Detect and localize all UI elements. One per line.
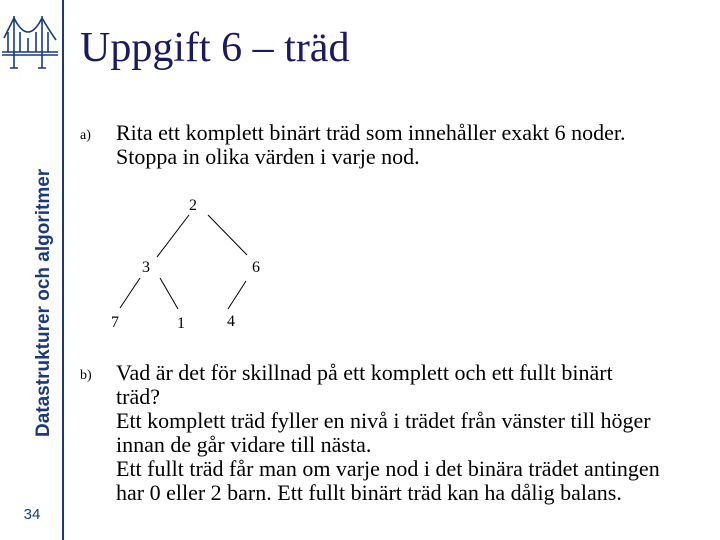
part-a-line: Stoppa in olika värden i varje nod.: [116, 144, 420, 169]
slide-title: Uppgift 6 – träd: [80, 25, 350, 71]
course-title: Datastrukturer och algoritmer: [33, 168, 54, 437]
tree-node: 3: [142, 259, 150, 276]
part-a-text: [116, 121, 626, 169]
part-a-marker: a): [80, 128, 91, 143]
tree-node: 2: [189, 197, 197, 214]
part-b-marker: b): [80, 368, 92, 383]
tree-node: 6: [252, 259, 260, 276]
part-b-line: Ett fullt träd får man om varje nod i det binära trädet antingen: [116, 456, 660, 481]
sidebar: [0, 0, 63, 540]
part-b-text: [116, 361, 660, 505]
part-b-line: har 0 eller 2 barn. Ett fullt binärt träd kan ha dålig balans.: [116, 480, 622, 505]
sidebar-divider: [62, 0, 64, 540]
tree-node: 7: [111, 314, 119, 331]
part-b-line: Ett komplett träd fyller en nivå i trädet från vänster till höger: [116, 408, 651, 433]
page-number: 34: [23, 506, 41, 523]
tree-edge: [160, 278, 178, 309]
part-a-line: Rita ett komplett binärt träd som innehåller exakt 6 noder.: [116, 120, 626, 145]
bridge-logo-icon: [2, 8, 58, 74]
part-b-line: innan de går vidare till nästa.: [116, 432, 372, 457]
part-b-line: Vad är det för skillnad på ett komplett och ett fullt binärt: [116, 360, 613, 385]
tree-node: 1: [177, 315, 185, 332]
tree-edge: [157, 215, 189, 257]
tree-node: 4: [227, 313, 235, 330]
tree-edge: [208, 215, 247, 255]
binary-tree-diagram: [90, 185, 310, 340]
tree-edge: [120, 278, 140, 308]
part-b-line: träd?: [116, 384, 160, 409]
tree-edge: [228, 281, 246, 309]
